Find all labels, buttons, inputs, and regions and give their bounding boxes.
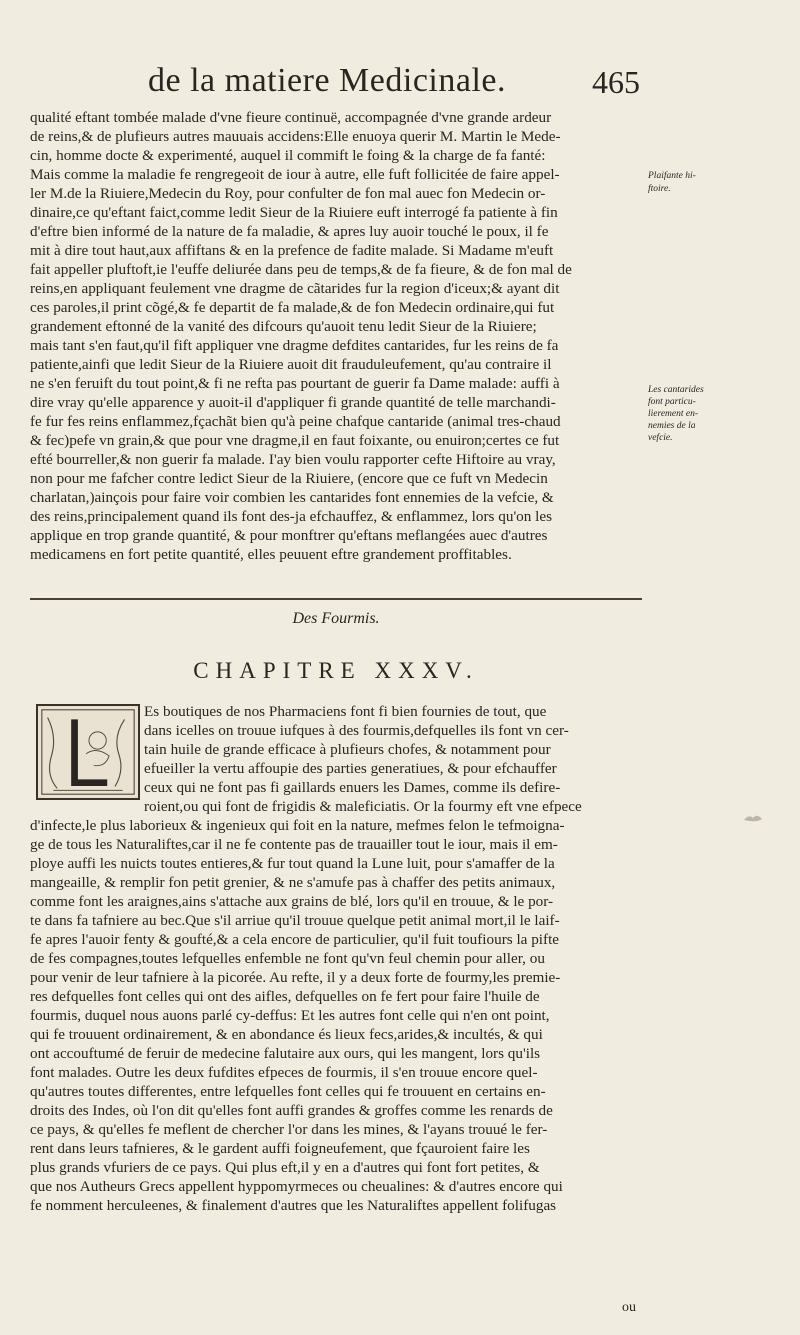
text-line: & fec)pefe vn grain,& que pour vne dragme,il en faut foixante, ou enuiron;certes ce fut (30, 432, 560, 449)
text-line: charlatan,)ainçois pour faire voir combien les cantarides font ennemies de la vefcie, & (30, 489, 554, 506)
text-line: plus grands vfuriers de ce pays. Qui plus eft,il y en a d'autres qui font fort petites, & (30, 1159, 540, 1176)
text-line: ne s'en feruift du tout point,& fi ne refta pas pourtant de guerir fa Dame malade: auffi à (30, 375, 560, 392)
running-title: de la matiere Medicinale. (148, 62, 506, 99)
text-line: ge de tous les Naturaliftes,car il ne fe contente pas de trauailler tout le iour, mais il em- (30, 836, 558, 853)
text-line: fe apres l'auoir fenty & goufté,& a cela encore de particulier, qu'il fuit toufiours la pifte (30, 931, 560, 948)
text-line: qui fe trouuent ordinairement, & en abondance és lieux fecs,arides,& incultés, & qui (30, 1026, 543, 1043)
text-line: medicamens en fort petite quantité, elles peuuent eftre grandement proffitables. (30, 546, 512, 563)
section-title: Des Fourmis. (292, 610, 380, 627)
margin-note: lierement en- (648, 409, 699, 419)
engraved-initial-L-icon (36, 704, 140, 800)
text-line: mangeaille, & remplir fon petit grenier, & ne s'amufe pas à chaffer des petits animaux, (30, 874, 556, 891)
text-line: efueiller la vertu affoupie des parties generatiues, & pour efchauffer (144, 760, 557, 777)
chapter-title: CHAPITRE XXXV. (193, 658, 479, 683)
page-number: 465 (592, 64, 640, 100)
text-line: roient,ou qui font de frigidis & maleficiatis. Or la fourmy eft vne efpece (144, 798, 582, 815)
text-line: te dans fa tafniere au bec.Que s'il arriue qu'il trouue quelque petit animal mort,il le laif- (30, 912, 560, 929)
margin-note: vefcie. (648, 433, 673, 443)
text-line: cin, homme docte & experimenté, auquel il commift le foing & la charge de fa fanté: (30, 147, 546, 164)
text-line: fe nomment herculeenes, & finalement d'autres que les Naturaliftes appellent folifugas (30, 1197, 557, 1214)
text-line: dinaire,ce qu'eftant faict,comme ledit Sieur de la Riuiere euft interrogé fa patiente à fin (30, 204, 558, 221)
catchword: ou (622, 1300, 636, 1315)
text-line: reins,en appliquant feulement vne dragme de cãtarides fur la region d'iceux;& ayant dit (30, 280, 560, 297)
text-line: ce pays, & qu'elles fe meflent de chercher l'or dans les mines, & l'ayans trouué le fer- (30, 1121, 548, 1138)
text-line: dire vray qu'elle apparence y auoit-il d'appliquer fi grande quantité de telle marchandi- (30, 394, 556, 411)
running-header (0, 62, 800, 102)
margin-note: Les cantarides (648, 385, 704, 395)
text-line: pour venir de leur tafniere à la picorée. Au refte, il y a deux forte de fourmy,les premie- (30, 969, 561, 986)
text-line: mais tant s'en faut,qu'il fift appliquer vne dragme defdites cantarides, fur les reins de fa (30, 337, 559, 354)
text-line: ces paroles,il print cõgé,& fe departit de fa malade,& de fon Medecin ordinaire,qui fut (30, 299, 555, 316)
margin-note: Plaifante hi- (648, 171, 696, 181)
text-line: efté bourreller,& non guerir fa malade. I'ay bien voulu rapporter cefte Hiftoire au vray, (30, 451, 556, 468)
text-line: patiente,ainfi que ledit Sieur de la Riuiere auoit dit frauduleufement, qu'au contraire il (30, 356, 552, 373)
text-line: font malades. Outre les deux fufdites efpeces de fourmis, il s'en trouue encore quel- (30, 1064, 538, 1081)
text-line: rent dans leurs tafnieres, & le gardent auffi foigneufement, que fçauroient faire les (30, 1140, 530, 1157)
margin-note: font particu- (648, 397, 696, 407)
text-line: tain huile de grande efficace à plufieurs chofes, & notamment pour (144, 741, 551, 758)
text-line: de reins,& de plufieurs autres mauuais accidens:Elle enuoya querir M. Martin le Mede- (30, 128, 561, 145)
text-line: Mais comme la maladie fe rengregeoit de iour à autre, elle fuft follicitée de faire appel- (30, 166, 560, 183)
text-line: des reins,principalement quand ils font des-ja efchauffez, & enflammez, lors qu'on les (30, 508, 553, 525)
margin-note: ftoire. (648, 184, 671, 194)
text-line: non pour me fafcher contre ledict Sieur de la Riuiere, (encore que ce fuft vn Medecin (30, 470, 548, 487)
margin-note: nemies de la (648, 421, 696, 431)
text-line: d'eftre bien informé de la nature de fa maladie, & apres luy auoir touché le poux, il fe (30, 223, 549, 240)
text-line: ler M.de la Riuiere,Medecin du Roy, pour confulter de fon mal auec fon Medecin or- (30, 185, 546, 202)
text-line: qu'autres toutes differentes, entre lefquelles font celles qui fe trouuent en certains en- (30, 1083, 546, 1100)
text-line: ont accouftumé de feruir de medecine falutaire aux ours, qui les mangent, lors qu'ils (30, 1045, 541, 1062)
text-line: applique en trop grande quantité, & pour monftrer qu'eftans meflangées auec d'autres (30, 527, 548, 544)
text-line: ploye auffi les nuicts toutes entieres,& fur tout quand la Lune luit, pour s'amaffer de la (30, 855, 555, 872)
text-line: d'infecte,le plus laborieux & ingenieux qui foit en la nature, mefmes felon le tefmoigna- (30, 817, 565, 834)
text-line: que nos Autheurs Grecs appellent hyppomyrmeces ou cheualines: & d'autres encore qui (30, 1178, 563, 1195)
text-line: Es boutiques de nos Pharmaciens font fi bien fournies de tout, que (144, 703, 547, 720)
text-line: ceux qui ne font pas fi gaillards enuers les Dames, comme ils defire- (144, 779, 561, 796)
text-line: fait appeller pluftoft,ie l'euffe deliurée dans peu de temps,& de fa fieure, & de fon mal de (30, 261, 572, 278)
text-line: res defquelles font celles qui ont des aifles, defquelles on fe fert pour faire l'huile de (30, 988, 540, 1005)
text-line: qualité eftant tombée malade d'vne fieure continuë, accompagnée d'vne grande ardeur (30, 109, 552, 126)
text-line: dans icelles on trouue iufques à des fourmis,defquelles ils font vn cer- (144, 722, 569, 739)
text-line: fe fur fes reins enflammez,fçachãt bien qu'à peine chafque cantaride (animal tres-chaud (30, 413, 561, 430)
text-line: mit à dire tout haut,aux affiftans & en la prefence de fadite malade. Si Madame m'euft (30, 242, 554, 259)
ink-speck (742, 812, 764, 824)
section-divider (30, 598, 642, 600)
text-line: fourmis, duquel nous auons parlé cy-deffus: Et les autres font celle qui n'en ont point, (30, 1007, 550, 1024)
text-line: comme font les araignes,ains s'attache aux grains de blé, lors qu'il en trouue, & le por- (30, 893, 554, 910)
text-line: de fes compagnes,toutes lefquelles enfemble ne font qu'vn feul chemin pour aller, ou (30, 950, 545, 967)
text-line: grandement eftonné de la vanité des difcours qu'auoit tenu ledit Sieur de la Riuiere; (30, 318, 537, 335)
text-line: droits des Indes, où l'on dit qu'elles font auffi grandes & groffes comme les renards de (30, 1102, 553, 1119)
